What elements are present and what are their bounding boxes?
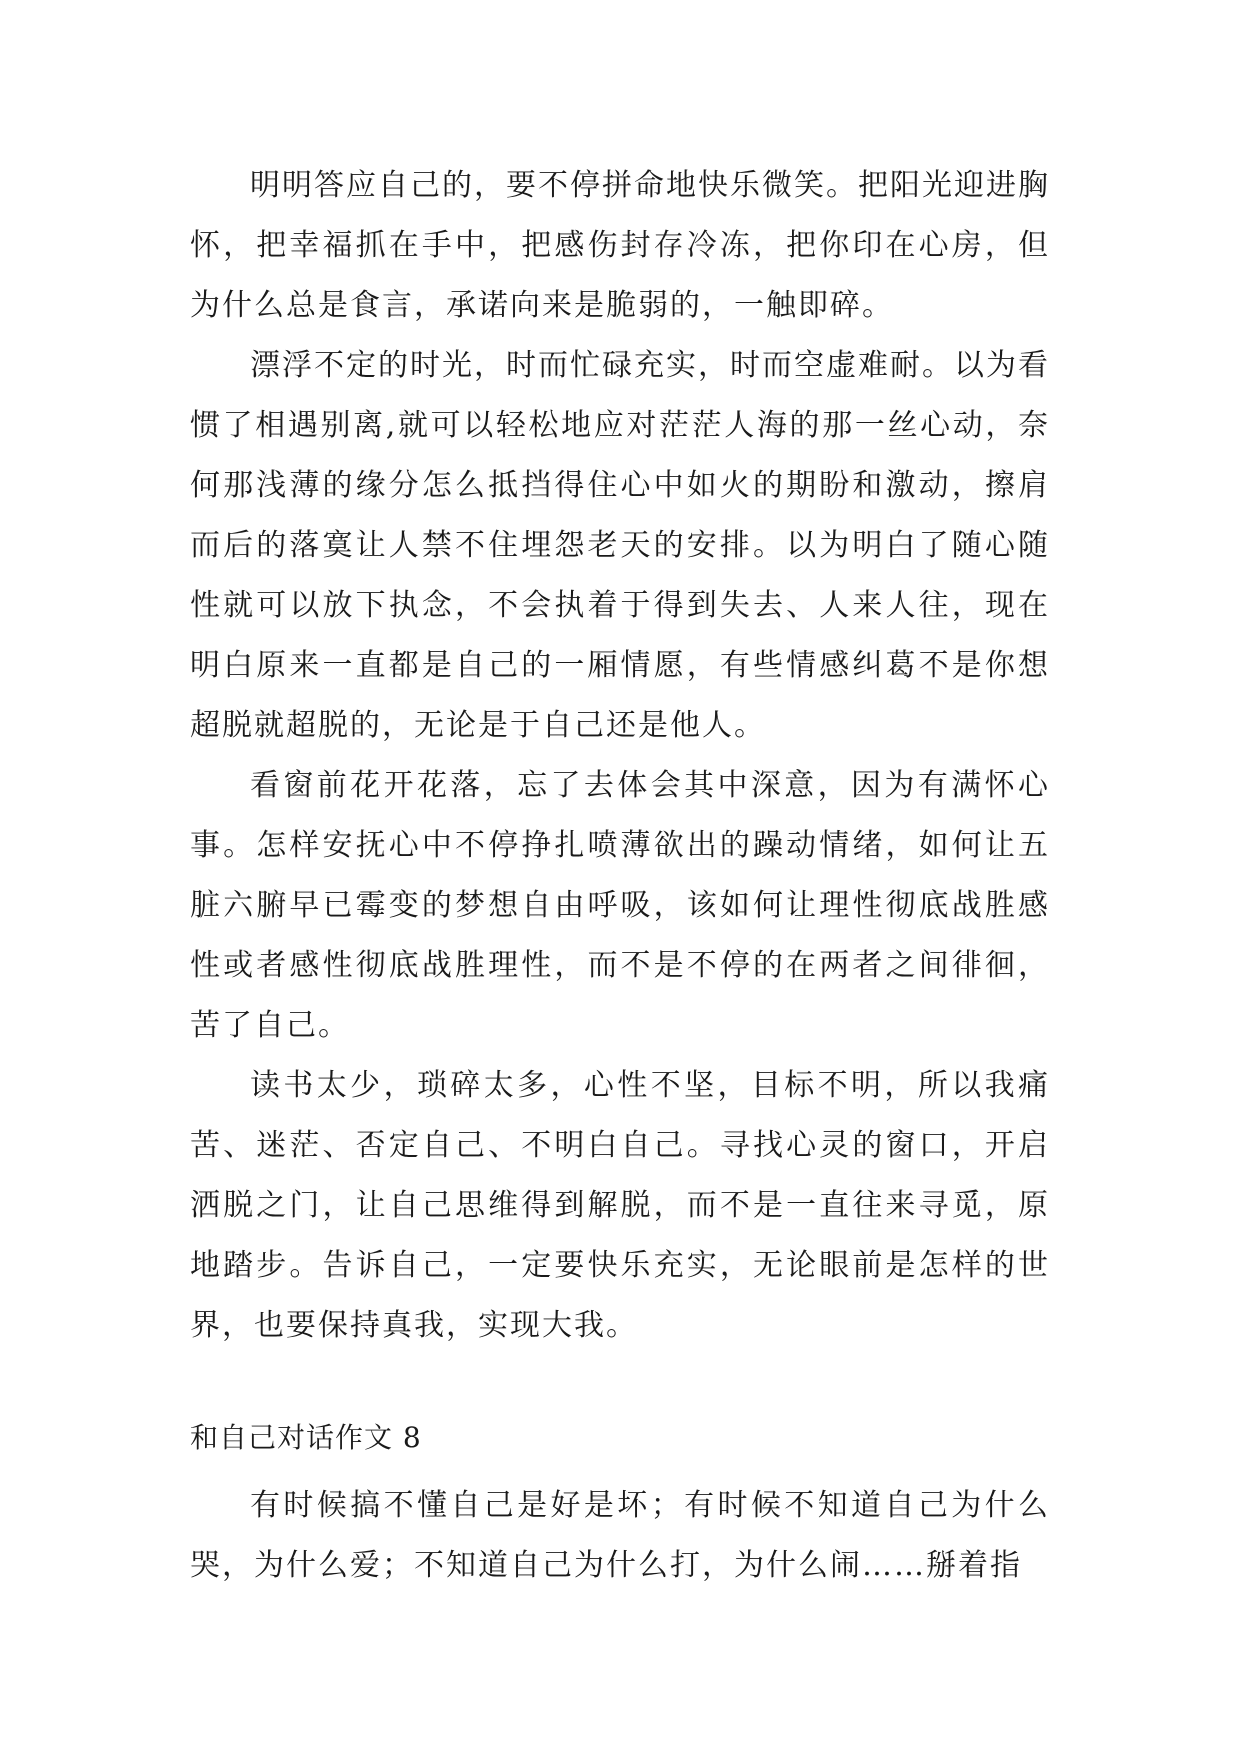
paragraph-5: 有时候搞不懂自己是好是坏；有时候不知道自己为什么哭，为什么爱；不知道自己为什么打，为什么闹……掰着指	[190, 1488, 1050, 1583]
paragraph-1: 明明答应自己的，要不停拼命地快乐微笑。把阳光迎进胸怀，把幸福抓在手中，把感伤封存冷冻，把你印在心房，但为什么总是食言，承诺向来是脆弱的，一触即碎。	[190, 168, 1050, 323]
document-page	[190, 156, 1050, 1596]
paragraph-3: 看窗前花开花落，忘了去体会其中深意，因为有满怀心事。怎样安抚心中不停挣扎喷薄欲出的躁动情绪，如何让五脏六腑早已霉变的梦想自由呼吸，该如何让理性彻底战胜感性或者感性彻底战胜理性，而不是不停的在两者之间徘徊，苦了自己。	[190, 768, 1050, 1043]
paragraph-4: 读书太少，琐碎太多，心性不坚，目标不明，所以我痛苦、迷茫、否定自己、不明白自己。寻找心灵的窗口，开启洒脱之门，让自己思维得到解脱，而不是一直往来寻觅，原地踏步。告诉自己，一定要快乐充实，无论眼前是怎样的世界，也要保持真我，实现大我。	[190, 1068, 1050, 1343]
section-heading: 和自己对话作文 8	[190, 1421, 422, 1454]
paragraph-2: 漂浮不定的时光，时而忙碌充实，时而空虚难耐。以为看惯了相遇别离,就可以轻松地应对茫茫人海的那一丝心动，奈何那浅薄的缘分怎么抵挡得住心中如火的期盼和激动，擦肩而后的落寞让人禁不住埋怨老天的安排。以为明白了随心随性就可以放下执念，不会执着于得到失去、人来人往，现在明白原来一直都是自己的一厢情愿，有些情感纠葛不是你想超脱就超脱的，无论是于自己还是他人。	[190, 348, 1050, 743]
